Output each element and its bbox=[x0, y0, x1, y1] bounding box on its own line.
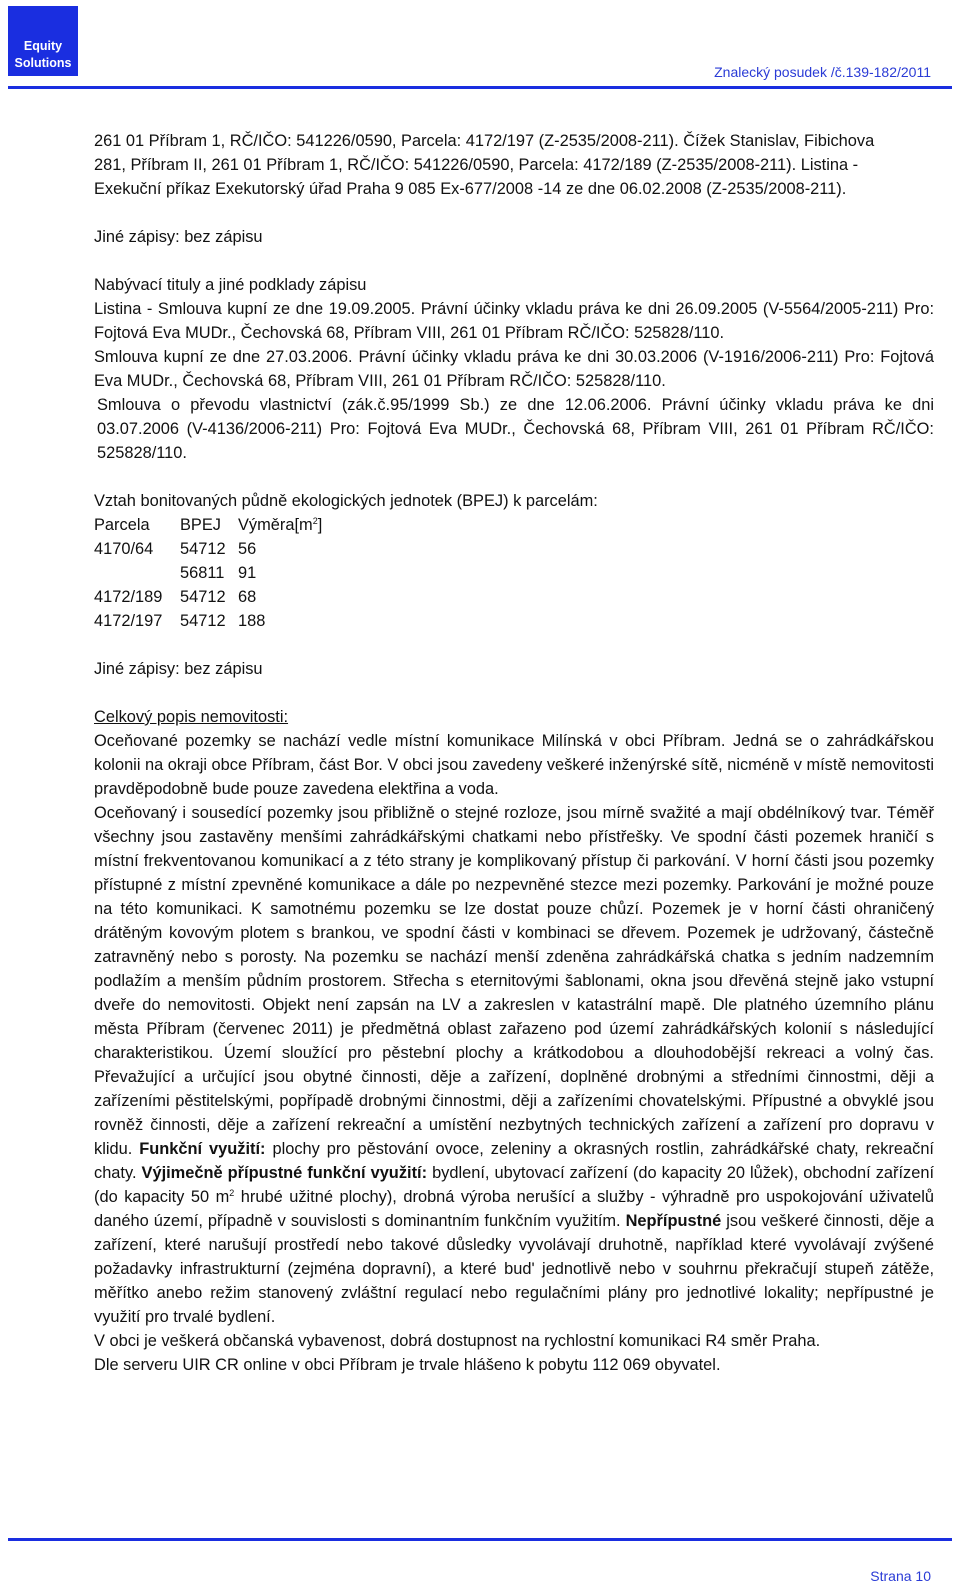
column-header: Parcela bbox=[94, 516, 150, 534]
bold-term: Nepřípustné bbox=[625, 1212, 722, 1230]
description-paragraph: Oceňované pozemky se nachází vedle místní komunikace Milínská v obci Příbram. Jedná se o zahrádkářskou kolonii na okraji obce Příbram, část Bor. V obci jsou zavedeny veškeré inženýrské sítě, nicméně v místě nemovitosti pravděpodobně bude pouze zavedena elektřina a voda. bbox=[94, 732, 934, 798]
cell-bpej: 54712 bbox=[180, 588, 226, 606]
title-entry: Listina - Smlouva kupní ze dne 19.09.2005. Právní účinky vkladu práva ke dni 26.09.2005 (V-5564/2005-211) Pro: Fojtová Eva MUDr., Čechovská 68, Příbram VIII, 261 01 Příbram RČ/IČO: 525828/110. bbox=[94, 300, 934, 342]
cell-parcela: 4172/197 bbox=[94, 612, 163, 630]
bold-term: Funkční využití: bbox=[139, 1140, 266, 1158]
company-logo bbox=[8, 6, 78, 76]
bpej-table bbox=[94, 513, 322, 633]
document-reference: Znalecký posudek /č.139-182/2011 bbox=[714, 64, 931, 80]
title-entry: Smlouva o převodu vlastnictví (zák.č.95/1999 Sb.) ze dne 12.06.2006. Právní účinky vkladu práva ke dni 03.07.2006 (V-4136/2006-211) Pro: Fojtová Eva MUDr., Čechovská 68, Příbram VIII, 261 01 Příbram RČ/IČO: 525828/110. bbox=[97, 396, 934, 462]
description-paragraph: V obci je veškerá občanská vybavenost, dobrá dostupnost na rychlostní komunikaci R4 směr Praha. bbox=[94, 1332, 821, 1350]
table-row bbox=[94, 585, 322, 609]
title-entry: Smlouva kupní ze dne 27.03.2006. Právní účinky vkladu práva ke dni 30.03.2006 (V-1916/2006-211) Pro: Fojtová Eva MUDr., Čechovská 68, Příbram VIII, 261 01 Příbram RČ/IČO: 525828/110. bbox=[94, 348, 934, 390]
other-records: Jiné zápisy: bez zápisu bbox=[94, 660, 263, 678]
description-heading: Celkový popis nemovitosti: bbox=[94, 708, 289, 726]
description-paragraph: Oceňovaný i sousedící pozemky jsou přibližně o stejné rozloze, jsou mírně svažité a mají obdélníkový tvar. Téměř všechny jsou zastavěny menšími zahrádkářskými chatkami nebo přístřešky. Ve spodní části pozemek hraničí s místní frekventovanou komunikací a z této strany je komplikovaný přístup či parkování. V horní části jsou pozemky přístupné z místní zpevněné komunikace a dále po nezpevněné stezce mezi pozemky. Parkování je možné pouze na této komunikaci. K samotnému pozemku se lze dostat pouze chůzí. Pozemek je v horní části ohraničený drátěným kovovým plotem s brankou, ve spodní části v kombinaci se dřevem. Pozemek je udržovaný, částečně zatravněný nebo s porosty. Na pozemku se nachází menší zdeněna zahrádkářská chatka s jedním nadzemním podlažím a menším půdním prostorem. Střecha s eternitovými šablonami, okna jsou dřevěná stejně jako vstupní dveře do nemovitosti. Objekt není zapsán na LV a zakreslen v katastrální mapě. Dle platného územního plánu města Příbram (červenec 2011) je předmětná oblast zařazeno pod území zahrádkářských kolonií s následující charakteristikou. Území sloužící pro pěstební plochy a krátkodobou a dlouhodobější rekreaci a volný čas. Převažující a určující jsou obytné činnosti, děje a zařízení, doplněné drobnými a středními činnostmi, ději a zařízeními pěstitelskými, popřípadě drobnými činnostmi, ději a zařízeními chovatelskými. Přípustné a obvyklé jsou rovněž činnosti, děje a zařízení rekreační a umístění nezbytných technických zařízení a zařízení pro dopravu v klidu. Funkční využití: plochy pro pěstování ovoce, zeleniny a okrasných rostlin, zahrádkářské chaty, rekreační chaty. Výjimečně přípustné funkční využití: bydlení, ubytovací zařízení (do kapacity 20 lůžek), obchodní zařízení (do kapacity 50 $m^2$ hrubé užitné plochy), drobná výroba nerušící a služby - výhradně pro uspokojování uživatelů daného území, případně v souvislosti s dominantním funkčním využitím. Nepřípustné jsou veškeré činnosti, děje a zařízení, které narušují prostředí nebo takové důsledky vyvolávají druhotně, například které vyvolávají zvýšené požadavky infrastrukturní (zejména dopravní), a které bud' jednotlivě nebo v souhrnu překračují stupeň zátěže, měřítko anebo režim stanovený zvláštní regulací nebo regulačními plány pro jednotlivé lokality; nepřípustné je využití pro trvalé bydlení. bbox=[94, 804, 935, 1326]
intro-line: Exekuční příkaz Exekutorský úřad Praha 9 085 Ex-677/2008 -14 ze dne 06.02.2008 (Z-2535/2008-211). bbox=[94, 180, 847, 198]
cell-parcela: 4172/189 bbox=[94, 588, 163, 606]
cell-vymera: 56 bbox=[238, 540, 257, 558]
titles-heading: Nabývací tituly a jiné podklady zápisu bbox=[94, 276, 367, 294]
table-row bbox=[94, 537, 322, 561]
cell-vymera: 188 bbox=[238, 612, 266, 630]
cell-parcela bbox=[94, 561, 180, 585]
logo-line-2: Solutions bbox=[14, 56, 72, 70]
intro-line: 261 01 Příbram 1, RČ/IČO: 541226/0590, Parcela: 4172/197 (Z-2535/2008-211). Čížek Stanislav, Fibichova bbox=[94, 132, 875, 150]
bold-term: Výjimečně přípustné funkční využití: bbox=[141, 1164, 428, 1182]
cell-bpej: 54712 bbox=[180, 612, 226, 630]
header-divider bbox=[8, 86, 952, 89]
cell-vymera: 68 bbox=[238, 588, 257, 606]
cell-bpej: 54712 bbox=[180, 540, 226, 558]
table-row bbox=[94, 561, 322, 585]
column-header: BPEJ bbox=[180, 516, 221, 534]
logo-line-1: Equity bbox=[23, 39, 63, 53]
cell-parcela: 4170/64 bbox=[94, 540, 154, 558]
cell-bpej: 56811 bbox=[180, 564, 225, 582]
column-header: $Výměra[m^2]$ bbox=[238, 516, 323, 534]
cell-vymera: 91 bbox=[238, 564, 257, 582]
description-paragraph: Dle serveru UIR CR online v obci Příbram je trvale hlášeno k pobytu 112 069 obyvatel. bbox=[94, 1356, 721, 1374]
other-records: Jiné zápisy: bez zápisu bbox=[94, 228, 263, 246]
footer-divider bbox=[8, 1538, 952, 1541]
bpej-heading: Vztah bonitovaných půdně ekologických jednotek (BPEJ) k parcelám: bbox=[94, 492, 598, 510]
table-header-row bbox=[94, 513, 322, 537]
document-body bbox=[94, 129, 934, 1377]
page-number: Strana 10 bbox=[870, 1568, 931, 1584]
intro-line: 281, Příbram II, 261 01 Příbram 1, RČ/IČO: 541226/0590, Parcela: 4172/189 (Z-2535/2008-211). Listina - bbox=[94, 156, 859, 174]
table-row bbox=[94, 609, 322, 633]
